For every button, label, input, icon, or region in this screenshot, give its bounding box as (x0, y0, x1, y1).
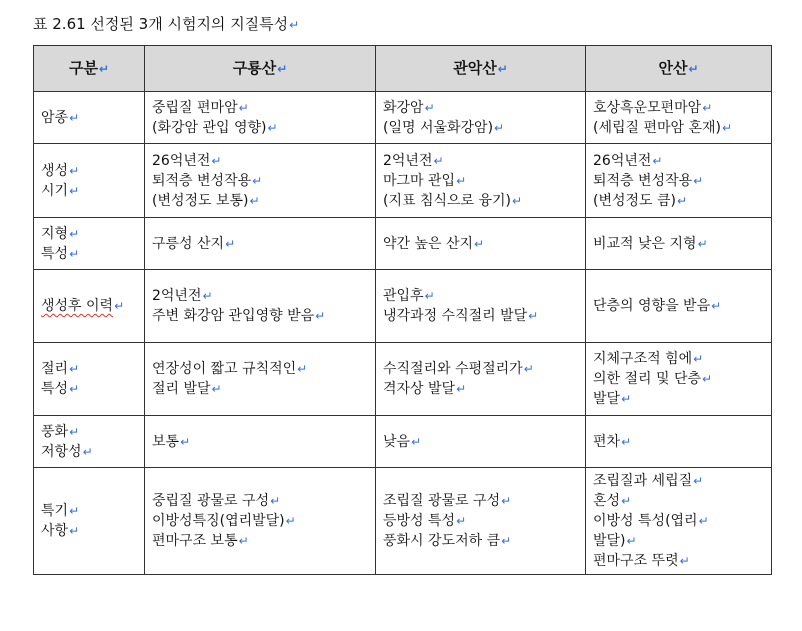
cell-text: 편마구조 보통 (152, 533, 238, 549)
row-label-text: 사항 (41, 523, 69, 539)
cell-text: (일명 서울화강암) (383, 119, 494, 136)
paragraph-mark-icon: ↵ (693, 474, 704, 488)
cell-line (383, 98, 578, 118)
header-label: 관악산 (453, 59, 497, 77)
paragraph-mark-icon: ↵ (621, 494, 632, 508)
paragraph-mark-icon: ↵ (270, 494, 281, 508)
cell-line (383, 531, 578, 551)
cell-line (152, 171, 368, 191)
cell-text: 화강암 (383, 99, 424, 116)
cell-line (152, 98, 368, 118)
header-ansan (586, 46, 772, 92)
paragraph-mark-icon: ↵ (285, 514, 296, 528)
cell-line (593, 491, 764, 511)
cell-ansan (586, 343, 772, 416)
cell-text: 발달) (593, 533, 626, 549)
paragraph-mark-icon: ↵ (652, 153, 663, 168)
cell-line (593, 511, 764, 531)
paragraph-mark-icon: ↵ (69, 504, 80, 518)
row-label-line (41, 224, 137, 244)
paragraph-mark-icon: ↵ (456, 514, 467, 528)
header-gwanaksan (376, 46, 586, 92)
cell-line (593, 98, 764, 118)
cell-text: (변성정도 큼) (593, 192, 676, 209)
paragraph-mark-icon: ↵ (679, 554, 690, 568)
cell-line (383, 171, 578, 191)
cell-line (383, 234, 578, 254)
paragraph-mark-icon: ↵ (69, 226, 80, 241)
cell-gwanaksan (376, 92, 586, 144)
cell-guryongsan (145, 144, 376, 218)
row-label-line (41, 422, 137, 442)
paragraph-mark-icon: ↵ (424, 289, 435, 303)
cell-line (152, 151, 368, 171)
row-label-text: 시기 (41, 182, 69, 199)
cell-ansan (586, 92, 772, 144)
cell-text: (변성정도 보통) (152, 192, 249, 209)
paragraph-mark-icon: ↵ (424, 100, 435, 115)
cell-text: 중립질 편마암 (152, 99, 238, 116)
paragraph-mark-icon: ↵ (297, 362, 308, 376)
table-row-rock-type (34, 92, 772, 144)
row-label-line (41, 442, 137, 462)
cell-text: 구릉성 산지 (152, 235, 225, 252)
paragraph-mark-icon: ↵ (82, 444, 93, 459)
table-row-post-formation-history (34, 270, 772, 343)
row-label-text: 특기 (41, 503, 69, 519)
cell-line (152, 531, 368, 551)
cell-line (383, 359, 578, 379)
row-label-cell (34, 144, 145, 218)
cell-gwanaksan (376, 270, 586, 343)
row-label-line (41, 501, 137, 521)
row-label-line (41, 161, 137, 181)
cell-text: 냉각과정 수직절리 발달 (383, 308, 528, 324)
paragraph-mark-icon: ↵ (702, 100, 713, 115)
paragraph-mark-icon: ↵ (411, 434, 422, 449)
paragraph-mark-icon: ↵ (238, 100, 249, 115)
cell-text: 수직절리와 수평절리가 (383, 361, 523, 377)
table-row-topography (34, 218, 772, 270)
paragraph-mark-icon: ↵ (69, 110, 80, 125)
cell-text: 단층의 영향을 받음 (593, 298, 711, 314)
header-row (34, 46, 772, 92)
paragraph-mark-icon: ↵ (225, 236, 236, 251)
paragraph-mark-icon: ↵ (98, 62, 110, 76)
row-label-text: 저항성 (41, 443, 82, 460)
cell-text: 지체구조적 힘에 (593, 351, 693, 367)
cell-text: 2억년전 (152, 288, 202, 304)
header-category (34, 46, 145, 92)
paragraph-mark-icon: ↵ (512, 193, 523, 208)
paragraph-mark-icon: ↵ (688, 62, 699, 76)
cell-text: 조립질과 세립질 (593, 473, 693, 489)
row-label-text: 특성 (41, 381, 69, 397)
geology-table (33, 45, 772, 575)
cell-line (593, 432, 764, 452)
cell-text: 퇴적층 변성작용 (593, 172, 693, 189)
paragraph-mark-icon: ↵ (474, 236, 485, 251)
row-label-text: 절리 (41, 361, 69, 377)
paragraph-mark-icon: ↵ (114, 299, 125, 313)
cell-text: 낮음 (383, 433, 411, 450)
table-body (34, 92, 772, 575)
cell-text: 보통 (152, 433, 180, 450)
paragraph-mark-icon: ↵ (69, 382, 80, 396)
table-row-joint-characteristics (34, 343, 772, 416)
row-label-text: 지형 (41, 225, 69, 242)
row-label-line (41, 181, 137, 201)
cell-line (383, 511, 578, 531)
cell-text: 조립질 광물로 구성 (383, 493, 501, 509)
cell-line (593, 349, 764, 369)
row-label-text: 생성후 이력 (41, 298, 114, 314)
paragraph-mark-icon: ↵ (69, 524, 80, 538)
cell-text: 26억년전 (152, 152, 211, 169)
cell-text: 2억년전 (383, 152, 433, 169)
cell-text: 퇴적층 변성작용 (152, 172, 252, 189)
cell-line (152, 432, 368, 452)
cell-line (152, 511, 368, 531)
cell-text: 격자상 발달 (383, 381, 456, 397)
paragraph-mark-icon: ↵ (497, 62, 508, 76)
row-label-cell (34, 218, 145, 270)
cell-ansan (586, 468, 772, 575)
cell-line (383, 191, 578, 211)
cell-line (593, 171, 764, 191)
cell-text: 관입후 (383, 288, 424, 304)
row-label-text: 암종 (41, 109, 69, 126)
cell-text: 비교적 낮은 지형 (593, 235, 697, 252)
paragraph-mark-icon: ↵ (626, 534, 637, 548)
paragraph-mark-icon: ↵ (238, 534, 249, 548)
paragraph-mark-icon: ↵ (211, 382, 222, 396)
paragraph-mark-icon: ↵ (249, 193, 260, 208)
cell-text: 주변 화강암 관입영향 받음 (152, 308, 315, 324)
row-label-cell (34, 416, 145, 468)
row-label-text: 풍화 (41, 423, 69, 440)
header-guryongsan (145, 46, 376, 92)
cell-line (152, 359, 368, 379)
row-label-cell (34, 343, 145, 416)
paragraph-mark-icon: ↵ (523, 362, 534, 376)
paragraph-mark-icon: ↵ (69, 246, 80, 261)
header-label: 구룡산 (232, 59, 277, 77)
cell-text: 중립질 광물로 구성 (152, 493, 270, 509)
cell-text: 이방성 특성(엽리 (593, 513, 698, 529)
cell-ansan (586, 416, 772, 468)
header-label: 안산 (658, 59, 688, 77)
paragraph-mark-icon: ↵ (433, 153, 444, 168)
row-label-line (41, 379, 137, 399)
cell-gwanaksan (376, 416, 586, 468)
cell-ansan (586, 270, 772, 343)
row-label-line (41, 296, 137, 316)
paragraph-mark-icon: ↵ (69, 362, 80, 376)
cell-line (152, 286, 368, 306)
header-label: 구분 (68, 59, 98, 77)
row-label-line (41, 108, 137, 128)
paragraph-mark-icon: ↵ (697, 236, 708, 251)
cell-guryongsan (145, 468, 376, 575)
cell-text: 의한 절리 및 단층 (593, 371, 702, 387)
cell-line (593, 471, 764, 491)
paragraph-mark-icon: ↵ (180, 434, 191, 449)
paragraph-mark-icon: ↵ (211, 153, 222, 168)
cell-guryongsan (145, 343, 376, 416)
cell-line (593, 151, 764, 171)
cell-line (152, 234, 368, 254)
paragraph-mark-icon: ↵ (456, 173, 467, 188)
paragraph-mark-icon: ↵ (693, 173, 704, 188)
table-row-special-notes (34, 468, 772, 575)
cell-line (593, 118, 764, 138)
cell-line (593, 234, 764, 254)
caption-text: 표 2.61 선정된 3개 시험지의 지질특성 (33, 15, 289, 33)
paragraph-mark-icon: ↵ (267, 120, 278, 135)
cell-line (593, 369, 764, 389)
cell-text: 등방성 특성 (383, 513, 456, 529)
paragraph-mark-icon: ↵ (722, 120, 733, 135)
cell-ansan (586, 218, 772, 270)
row-label-text: 생성 (41, 162, 69, 179)
cell-text: 마그마 관입 (383, 172, 456, 189)
table-row-formation-age (34, 144, 772, 218)
row-label-cell (34, 270, 145, 343)
cell-line (383, 151, 578, 171)
cell-line (152, 306, 368, 326)
cell-text: 혼성 (593, 493, 621, 509)
cell-text: 발달 (593, 391, 621, 407)
cell-text: 26억년전 (593, 152, 652, 169)
cell-guryongsan (145, 92, 376, 144)
cell-text: 풍화시 강도저하 큼 (383, 533, 501, 549)
paragraph-mark-icon: ↵ (698, 514, 709, 528)
paragraph-mark-icon: ↵ (528, 309, 539, 323)
cell-text: (화강암 관입 영향) (152, 119, 267, 136)
cell-line (152, 118, 368, 138)
row-label-text: 특성 (41, 245, 69, 262)
row-label-line (41, 359, 137, 379)
paragraph-mark-icon: ↵ (711, 299, 722, 313)
paragraph-mark-icon: ↵ (501, 534, 512, 548)
paragraph-mark-icon: ↵ (693, 352, 704, 366)
paragraph-mark-icon: ↵ (69, 424, 80, 439)
cell-line (593, 296, 764, 316)
paragraph-mark-icon: ↵ (252, 173, 263, 188)
cell-line (593, 531, 764, 551)
paragraph-mark-icon: ↵ (289, 18, 300, 32)
cell-gwanaksan (376, 218, 586, 270)
table-caption (33, 13, 299, 34)
paragraph-mark-icon: ↵ (677, 193, 688, 208)
cell-text: 이방성특징(엽리발달) (152, 513, 285, 529)
cell-gwanaksan (376, 468, 586, 575)
cell-text: (지표 침식으로 융기) (383, 192, 512, 209)
cell-text: 약간 높은 산지 (383, 235, 474, 252)
cell-text: 호상흑운모편마암 (593, 99, 702, 116)
row-label-line (41, 521, 137, 541)
cell-line (383, 118, 578, 138)
cell-line (383, 432, 578, 452)
cell-line (152, 491, 368, 511)
cell-text: 절리 발달 (152, 381, 211, 397)
paragraph-mark-icon: ↵ (202, 289, 213, 303)
paragraph-mark-icon: ↵ (456, 382, 467, 396)
cell-line (152, 191, 368, 211)
row-label-cell (34, 92, 145, 144)
paragraph-mark-icon: ↵ (69, 183, 80, 198)
paragraph-mark-icon: ↵ (69, 163, 80, 178)
cell-line (593, 389, 764, 409)
cell-gwanaksan (376, 144, 586, 218)
paragraph-mark-icon: ↵ (501, 494, 512, 508)
paragraph-mark-icon: ↵ (494, 120, 505, 135)
cell-text: 연장성이 짧고 규칙적인 (152, 361, 297, 377)
cell-guryongsan (145, 270, 376, 343)
row-label-cell (34, 468, 145, 575)
paragraph-mark-icon: ↵ (621, 434, 632, 449)
paragraph-mark-icon: ↵ (621, 392, 632, 406)
cell-line (593, 551, 764, 571)
cell-gwanaksan (376, 343, 586, 416)
cell-line (383, 306, 578, 326)
cell-text: 편마구조 뚜렷 (593, 553, 679, 569)
paragraph-mark-icon: ↵ (315, 309, 326, 323)
table-row-weathering-resistance (34, 416, 772, 468)
row-label-line (41, 244, 137, 264)
cell-line (152, 379, 368, 399)
cell-line (383, 379, 578, 399)
cell-text: (세립질 편마암 혼재) (593, 119, 722, 136)
cell-line (593, 191, 764, 211)
cell-guryongsan (145, 416, 376, 468)
cell-line (383, 491, 578, 511)
cell-text: 편차 (593, 433, 621, 450)
cell-ansan (586, 144, 772, 218)
cell-guryongsan (145, 218, 376, 270)
paragraph-mark-icon: ↵ (277, 62, 288, 76)
paragraph-mark-icon: ↵ (702, 372, 713, 386)
cell-line (383, 286, 578, 306)
